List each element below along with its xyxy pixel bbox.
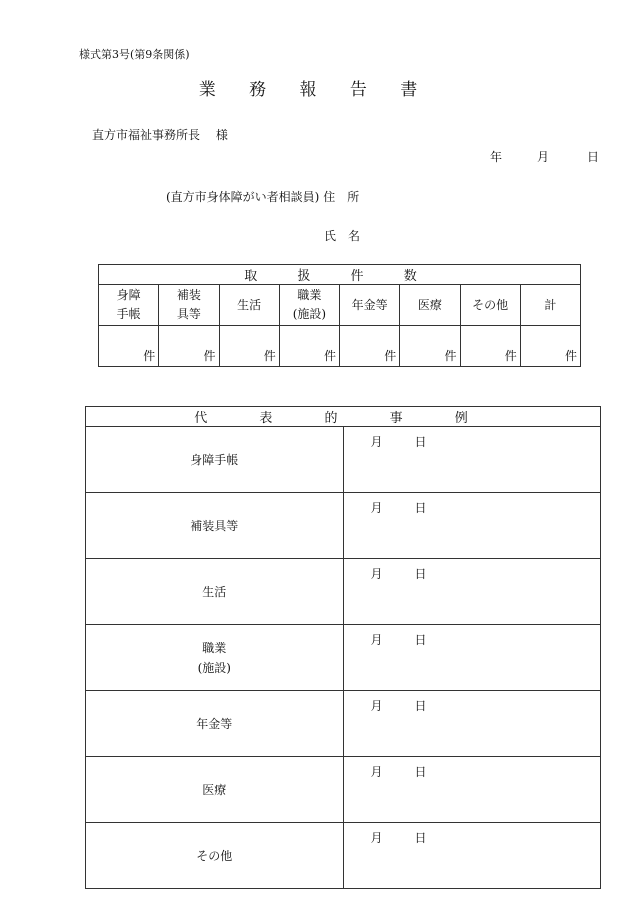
case-date — [371, 631, 601, 648]
category-label-line2: (施設) — [292, 307, 327, 321]
count-unit: 件 — [143, 349, 156, 363]
case-day-label: 日 — [414, 633, 427, 647]
case-category-line1: 医療 — [202, 782, 227, 797]
case-category-line1: 補装具等 — [190, 518, 239, 533]
date-day-label: 日 — [587, 150, 600, 164]
count-category-header — [520, 285, 580, 326]
form-number: 様式第3号(第9条関係) — [79, 48, 190, 61]
case-month-label: 月 — [370, 633, 383, 647]
case-category-line1: 職業 — [202, 640, 227, 655]
case-month-label: 月 — [370, 831, 383, 845]
count-unit: 件 — [203, 349, 216, 363]
category-label-line1: 年金等 — [351, 297, 388, 312]
category-label-line2: 具等 — [176, 307, 201, 321]
case-row — [86, 427, 601, 493]
addressee: 直方市福祉事務所長 様 — [92, 128, 228, 142]
count-unit: 件 — [564, 349, 577, 363]
count-category-header — [159, 285, 219, 326]
case-entry-cell[interactable] — [343, 625, 601, 691]
category-label-line2: 手帳 — [116, 307, 141, 321]
case-date — [371, 499, 601, 516]
count-table — [98, 264, 581, 367]
category-label-line1: 身障 — [116, 288, 141, 302]
case-day-label: 日 — [414, 435, 427, 449]
count-category-header — [460, 285, 520, 326]
case-day-label: 日 — [414, 501, 427, 515]
count-value-cell[interactable] — [219, 326, 279, 367]
date-year-label: 年 — [490, 150, 503, 164]
case-entry-cell[interactable] — [343, 691, 601, 757]
count-table-header: 取 扱 件 数 — [99, 265, 581, 285]
case-date — [371, 829, 601, 846]
case-category-line1: 年金等 — [196, 716, 233, 731]
count-value-cell[interactable] — [460, 326, 520, 367]
count-value-cell[interactable] — [159, 326, 219, 367]
case-table-header: 代 表 的 事 例 — [86, 407, 601, 427]
case-table — [85, 406, 601, 889]
case-category — [86, 757, 344, 823]
date-month-label: 月 — [537, 150, 550, 164]
case-date — [371, 565, 601, 582]
case-month-label: 月 — [370, 699, 383, 713]
case-category-line1: その他 — [196, 848, 233, 863]
case-category-line2: (施設) — [197, 660, 231, 675]
case-category — [86, 625, 344, 691]
case-day-label: 日 — [414, 831, 427, 845]
case-row — [86, 559, 601, 625]
case-row — [86, 625, 601, 691]
case-month-label: 月 — [370, 435, 383, 449]
count-category-header — [279, 285, 339, 326]
count-category-header — [219, 285, 279, 326]
count-value-cell[interactable] — [520, 326, 580, 367]
count-category-header — [400, 285, 460, 326]
case-category-line1: 身障手帳 — [190, 452, 239, 467]
reporter-address-line — [166, 188, 359, 205]
case-row — [86, 823, 601, 889]
count-unit: 件 — [263, 349, 276, 363]
case-day-label: 日 — [414, 699, 427, 713]
case-entry-cell[interactable] — [343, 757, 601, 823]
document-title: 業 務 報 告 書 — [198, 80, 432, 100]
count-value-cell[interactable] — [340, 326, 400, 367]
case-category — [86, 427, 344, 493]
case-row — [86, 493, 601, 559]
count-unit: 件 — [384, 349, 397, 363]
case-entry-cell[interactable] — [343, 427, 601, 493]
count-category-header — [99, 285, 159, 326]
case-category — [86, 691, 344, 757]
case-day-label: 日 — [414, 567, 427, 581]
category-label-line1: その他 — [472, 297, 509, 312]
case-date — [371, 763, 601, 780]
case-month-label: 月 — [370, 765, 383, 779]
category-label-line1: 補装 — [176, 288, 201, 302]
category-label-line1: 生活 — [237, 297, 262, 312]
category-label-line1: 医療 — [417, 297, 442, 312]
case-entry-cell[interactable] — [343, 493, 601, 559]
case-entry-cell[interactable] — [343, 823, 601, 889]
count-value-cell[interactable] — [99, 326, 159, 367]
address-label: 住 所 — [323, 190, 360, 204]
count-category-header — [340, 285, 400, 326]
case-category — [86, 493, 344, 559]
reporter-role: (直方市身体障がい者相談員) — [166, 190, 320, 204]
case-category — [86, 559, 344, 625]
category-label-line1: 計 — [544, 297, 557, 312]
case-row — [86, 757, 601, 823]
count-unit: 件 — [444, 349, 457, 363]
case-month-label: 月 — [370, 501, 383, 515]
name-label: 氏 名 — [324, 229, 361, 243]
count-value-cell[interactable] — [279, 326, 339, 367]
case-date — [371, 433, 601, 450]
case-date — [371, 697, 601, 714]
case-category-line1: 生活 — [202, 584, 227, 599]
count-value-cell[interactable] — [400, 326, 460, 367]
case-row — [86, 691, 601, 757]
case-entry-cell[interactable] — [343, 559, 601, 625]
date-line — [490, 148, 599, 165]
count-unit: 件 — [323, 349, 336, 363]
case-category — [86, 823, 344, 889]
case-day-label: 日 — [414, 765, 427, 779]
case-month-label: 月 — [370, 567, 383, 581]
category-label-line1: 職業 — [297, 288, 322, 302]
count-unit: 件 — [504, 349, 517, 363]
